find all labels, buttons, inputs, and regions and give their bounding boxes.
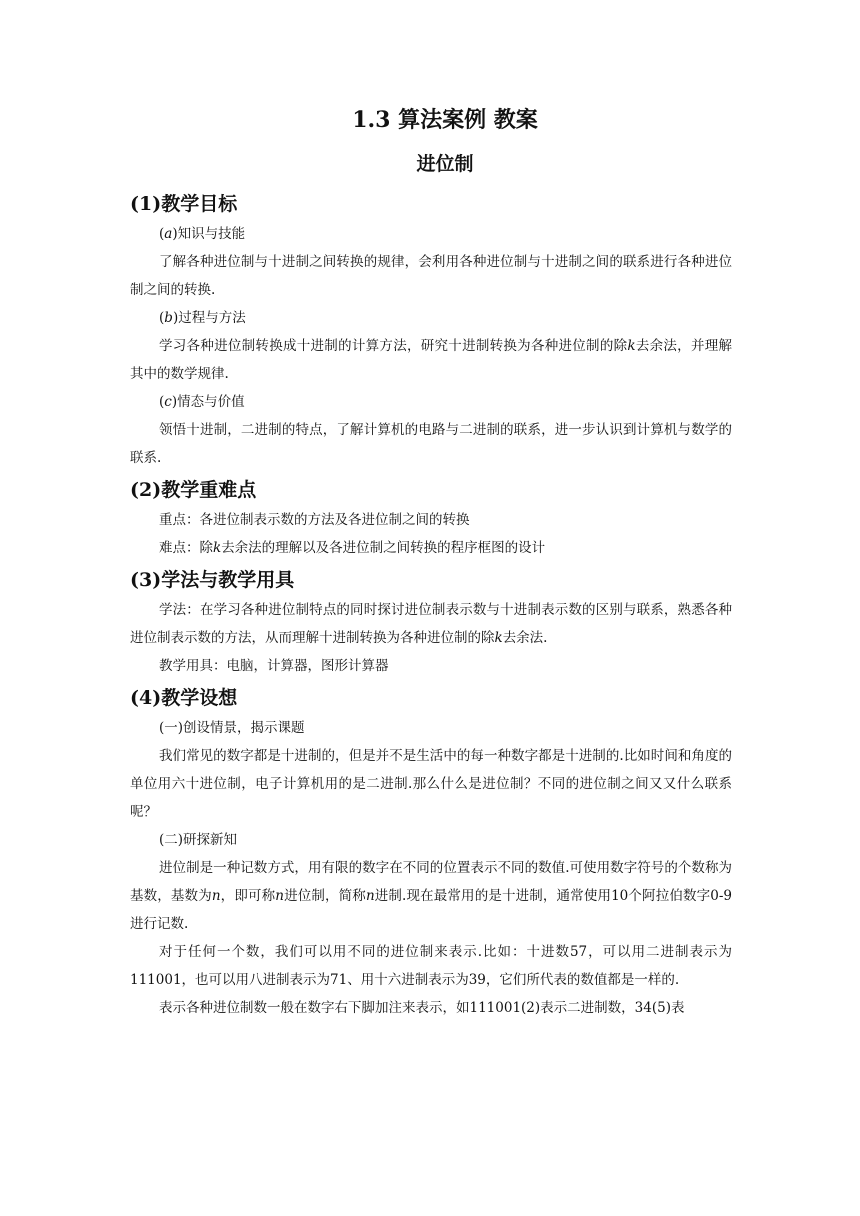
document-body [130, 186, 732, 1022]
part2-title: (二)研探新知 [159, 832, 238, 848]
section-heading-objectives: (1)教学目标 [130, 193, 238, 215]
objective-c-label: (c)情态与价值 [159, 394, 245, 410]
objective-a-paragraph: 了解各种进位制与十进制之间转换的规律，会利用各种进位制与十进制之间的联系进行各种进位制之间的转换. [130, 254, 732, 298]
objective-a-label: (a)知识与技能 [159, 226, 246, 242]
tools-paragraph: 教学用具：电脑，计算器，图形计算器 [159, 658, 389, 674]
objective-c-paragraph: 领悟十进制，二进制的特点，了解计算机的电路与二进制的联系，进一步认识到计算机与数学的联系. [130, 422, 732, 466]
radix-example-paragraph: 对于任何一个数，我们可以用不同的进位制来表示.比如：十进数57，可以用二进制表示为111001，也可以用八进制表示为71、用十六进制表示为39，它们所代表的数值都是一样的. [130, 944, 732, 988]
objective-c-text: 情态与价值 [177, 394, 245, 410]
objective-b-paragraph: 学习各种进位制转换成十进制的计算方法，研究十进制转换为各种进位制的除k去余法，并理解其中的数学规律. [130, 338, 733, 382]
objective-a-text: 知识与技能 [177, 226, 246, 242]
difficult-point-paragraph: 难点：除k去余法的理解以及各进位制之间转换的程序框图的设计 [159, 540, 546, 556]
objective-b-label: (b)过程与方法 [159, 310, 246, 326]
letter-a: a [164, 226, 173, 242]
key-point-paragraph: 重点：各进位制表示数的方法及各进位制之间的转换 [159, 512, 470, 528]
method-paragraph: 学法：在学习各种进位制特点的同时探讨进位制表示数与十进制表示数的区别与联系，熟悉各种进位制表示数的方法，从而理解十进制转换为各种进位制的除k去余法. [130, 602, 732, 646]
letter-b: b [164, 310, 173, 326]
section-heading-key-points: (2)教学重难点 [130, 479, 257, 501]
document-subtitle: 进位制 [416, 153, 474, 175]
section-heading-design: (4)教学设想 [130, 687, 238, 709]
radix-definition-paragraph: 进位制是一种记数方式，用有限的数字在不同的位置表示不同的数值.可使用数字符号的个数称为基数，基数为n，即可称n进位制，简称n进制.现在最常用的是十进制，通常使用10个阿拉伯数字0-9进行记数. [130, 860, 732, 932]
radix-notation-paragraph: 表示各种进位制数一般在数字右下脚加注来表示，如111001(2)表示二进制数，34(5)表 [159, 1000, 685, 1016]
part1-paragraph: 我们常见的数字都是十进制的，但是并不是生活中的每一种数字都是十进制的.比如时间和角度的单位用六十进位制，电子计算机用的是二进制.那么什么是进位制？不同的进位制之间又又什么联系呢？ [130, 748, 732, 820]
letter-c: c [164, 394, 172, 410]
part1-title: (一)创设情景，揭示课题 [159, 720, 305, 736]
objective-b-text: 过程与方法 [178, 310, 246, 326]
document-title: 1.3 算法案例 教案 [352, 107, 538, 133]
section-heading-methods: (3)学法与教学用具 [130, 569, 295, 591]
